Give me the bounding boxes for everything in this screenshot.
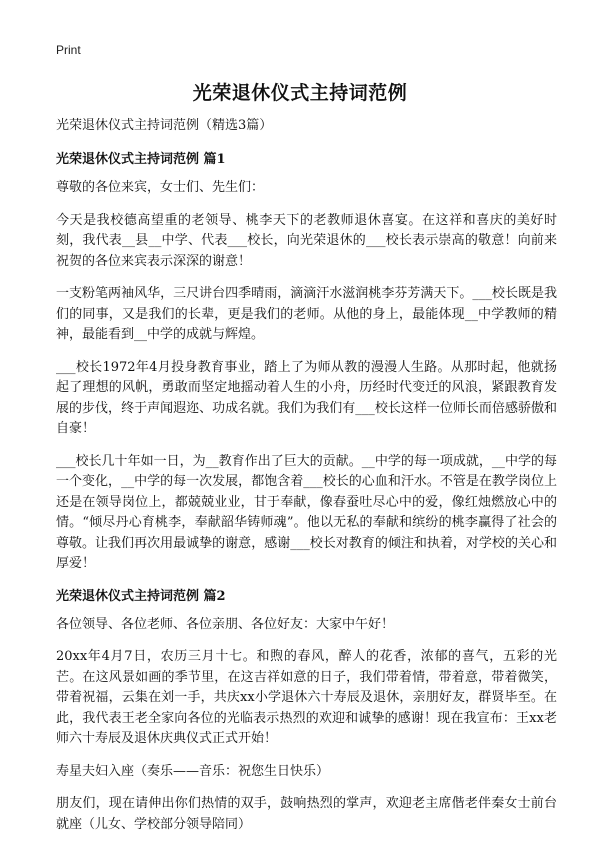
paragraph: 今天是我校德高望重的老领导、桃李天下的老教师退休喜宴。在这祥和喜庆的美好时刻，我代表__县__中学、代表___校长，向光荣退休的___校长表示崇高的敬意！向前来祝贺的各位来宾表示深深的谢意！ xyxy=(56,212,557,269)
section-1 xyxy=(56,150,557,575)
document-subtitle: 光荣退休仪式主持词范例（精选3篇） xyxy=(56,118,273,133)
paragraph: 朋友们，现在请伸出你们热情的双手，鼓响热烈的掌声，欢迎老主席偕老伴秦女士前台就座（儿女、学校部分领导陪同） xyxy=(56,796,557,832)
document-body xyxy=(56,116,557,847)
paragraph: 各位领导、各位老师、各位亲朋、各位好友：大家中午好！ xyxy=(56,616,395,632)
section-2 xyxy=(56,587,557,836)
paragraph: 20xx年4月7日，农历三月十七。和煦的春风，醉人的花香，浓郁的喜气，五彩的光芒。在这风景如画的季节里，在这吉祥如意的日子，我们带着情，带着意，带着微笑，带着祝福，云集在刘一手，共庆xx小学退休六十寿辰及退休，亲朋好友，群贤毕至。在此，我代表王老全家向各位的光临表示热烈的欢迎和诚挚的感谢！现在我宣布：王xx老师六十寿辰及退休庆典仪式正式开始！ xyxy=(56,649,557,746)
paragraph: 寿星夫妇入座（奏乐——音乐：祝您生日快乐） xyxy=(56,763,330,779)
print-link[interactable]: Print xyxy=(56,43,81,57)
paragraph: ___校长1972年4月投身教育事业，踏上了为师从教的漫漫人生路。从那时起，他就扬起了理想的风帆，勇敢而坚定地摇动着人生的小舟，历经时代变迁的风浪，紧跟教育发展的步伐，终于声闻遐迩、功成名就。我们为我们有___校长这样一位师长而倍感骄傲和自豪！ xyxy=(56,359,557,436)
paragraph: ___校长几十年如一日，为__教育作出了巨大的贡献。__中学的每一项成就，__中学的每一个变化，__中学的每一次发展，都饱含着___校长的心血和汗水。不管是在教学岗位上还是在领导岗位上，都兢兢业业，甘于奉献，像春蚕吐尽心中的爱，像红烛燃放心中的情。“倾尽丹心育桃李，奉献韶华铸师魂”。他以无私的奉献和缤纷的桃李赢得了社会的尊敬。让我们再次用最诚挚的谢意，感谢___校长对教育的倾注和执着，对学校的关心和厚爱！ xyxy=(56,453,557,571)
section-heading: 光荣退休仪式主持词范例 篇1 xyxy=(56,152,226,167)
document-title: 光荣退休仪式主持词范例 xyxy=(192,82,408,104)
paragraph: 一支粉笔两袖风华，三尺讲台四季晴雨，滴滴汗水滋润桃李芬芳满天下。___校长既是我们的同事，又是我们的长辈，更是我们的老师。从他的身上，最能体现__中学教师的精神，最能看到__中学的成就与辉煌。 xyxy=(56,286,557,342)
section-heading: 光荣退休仪式主持词范例 篇2 xyxy=(56,588,226,604)
paragraph: 尊敬的各位来宾，女士们、先生们： xyxy=(56,180,265,195)
